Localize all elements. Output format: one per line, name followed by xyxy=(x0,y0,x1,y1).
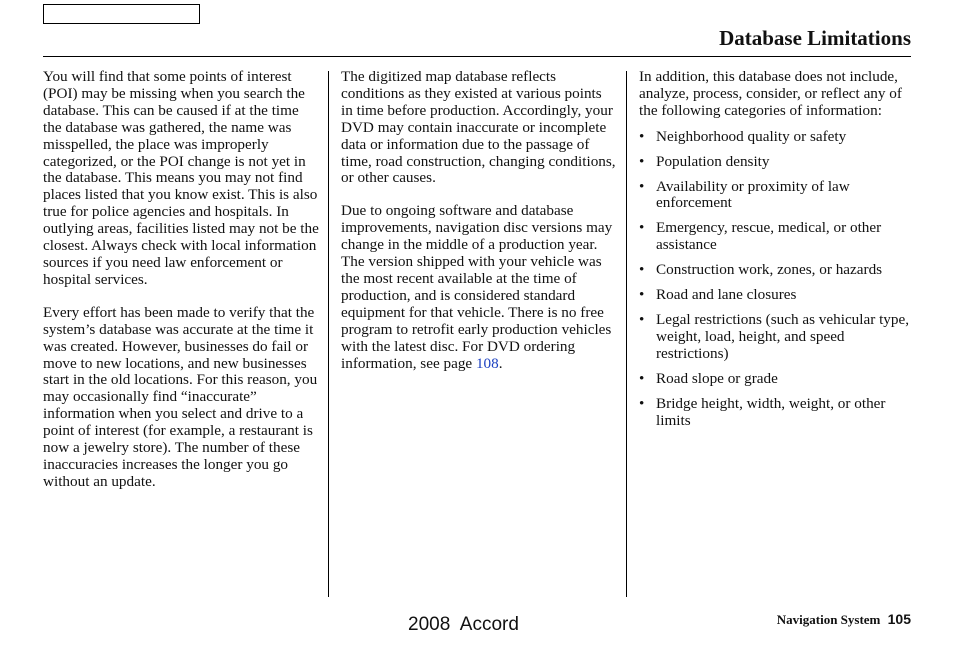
list-item-text: Road slope or grade xyxy=(656,369,778,387)
list-item xyxy=(639,312,911,363)
list-item xyxy=(639,371,911,388)
bullet-icon: • xyxy=(639,310,645,328)
footer-page-info xyxy=(777,611,911,628)
list-item xyxy=(639,220,911,254)
header-rule xyxy=(43,56,911,57)
list-item xyxy=(639,129,911,146)
column-left xyxy=(43,69,319,507)
list-item xyxy=(639,154,911,171)
bullet-icon: • xyxy=(639,177,645,195)
bullet-icon: • xyxy=(639,127,645,145)
footer-section: Navigation System xyxy=(776,612,881,627)
list-item-text: Neighborhood quality or safety xyxy=(656,127,847,145)
paragraph-categories-intro: In addition, this database does not include, analyze, process, consider, or reflect any of the following categories of information: xyxy=(639,68,902,119)
list-item-text: Legal restrictions (such as vehicular type, weight, load, height, and speed restrictions) xyxy=(656,310,910,362)
bullet-icon: • xyxy=(639,219,645,237)
list-item xyxy=(639,287,911,304)
paragraph-map-database: The digitized map database reflects conditions as they existed at various points in time before production. Accordingly, your DVD may contain inaccurate or incomplete data or information due to the passage of time, road construction, changing conditions, or other causes. xyxy=(341,68,616,187)
list-item xyxy=(639,262,911,279)
list-item-text: Population density xyxy=(656,152,770,170)
list-item-text: Road and lane closures xyxy=(656,286,797,304)
list-item xyxy=(639,396,911,430)
list-item xyxy=(639,179,911,213)
paragraph-poi-missing: You will find that some points of interest (POI) may be missing when you search the database. This can be caused if at the time the database was gathered, the name was misspelled, the place was improperly categorized, or the POI change is not yet in the database. This means you may not find places listed that you know exist. This is also true for police agencies and hospitals. In outlying areas, facilities listed may not be the closest. Always check with local information sources if you need law enforcement or hospital services. xyxy=(43,68,319,288)
header-nav-box xyxy=(43,4,200,24)
paragraph-accuracy: Every effort has been made to verify that the system’s database was accurate at the time it was created. However, businesses do fail or move to new locations, and new businesses start in the old locations. For this reason, you may occasionally find “inaccurate” information when you select and drive to a point of interest (for example, a restaurant is now a jewelry store). The number of these inaccuracies increases the longer you go without an update. xyxy=(43,303,318,490)
paragraph-disc-versions xyxy=(341,203,617,372)
bullet-icon: • xyxy=(639,394,645,412)
page-title: Database Limitations xyxy=(719,26,911,50)
list-item-text: Construction work, zones, or hazards xyxy=(656,261,883,279)
bullet-icon: • xyxy=(639,152,645,170)
column-divider-2 xyxy=(626,71,627,597)
footer-model: 2008 Accord xyxy=(408,614,519,635)
disc-versions-end: . xyxy=(498,354,503,372)
categories-list xyxy=(639,129,911,430)
list-item-text: Emergency, rescue, medical, or other assistance xyxy=(656,219,882,254)
list-item-text: Bridge height, width, weight, or other limits xyxy=(656,394,886,429)
list-item-text: Availability or proximity of law enforcement xyxy=(656,177,850,212)
bullet-icon: • xyxy=(639,286,645,304)
bullet-icon: • xyxy=(639,261,645,279)
page-link-108[interactable]: 108 xyxy=(475,354,499,372)
column-middle xyxy=(341,69,617,388)
bullet-icon: • xyxy=(639,369,645,387)
column-divider-1 xyxy=(328,71,329,597)
disc-versions-text: Due to ongoing software and database improvements, navigation disc versions may change in the middle of a production year. The version shipped with your vehicle was the most recent available at the time of production, and is considered standard equipment for that vehicle. There is no free program to retrofit early production vehicles with the latest disc. For DVD ordering information, see page xyxy=(341,202,613,372)
page-number: 105 xyxy=(887,611,911,627)
column-right xyxy=(639,69,911,437)
